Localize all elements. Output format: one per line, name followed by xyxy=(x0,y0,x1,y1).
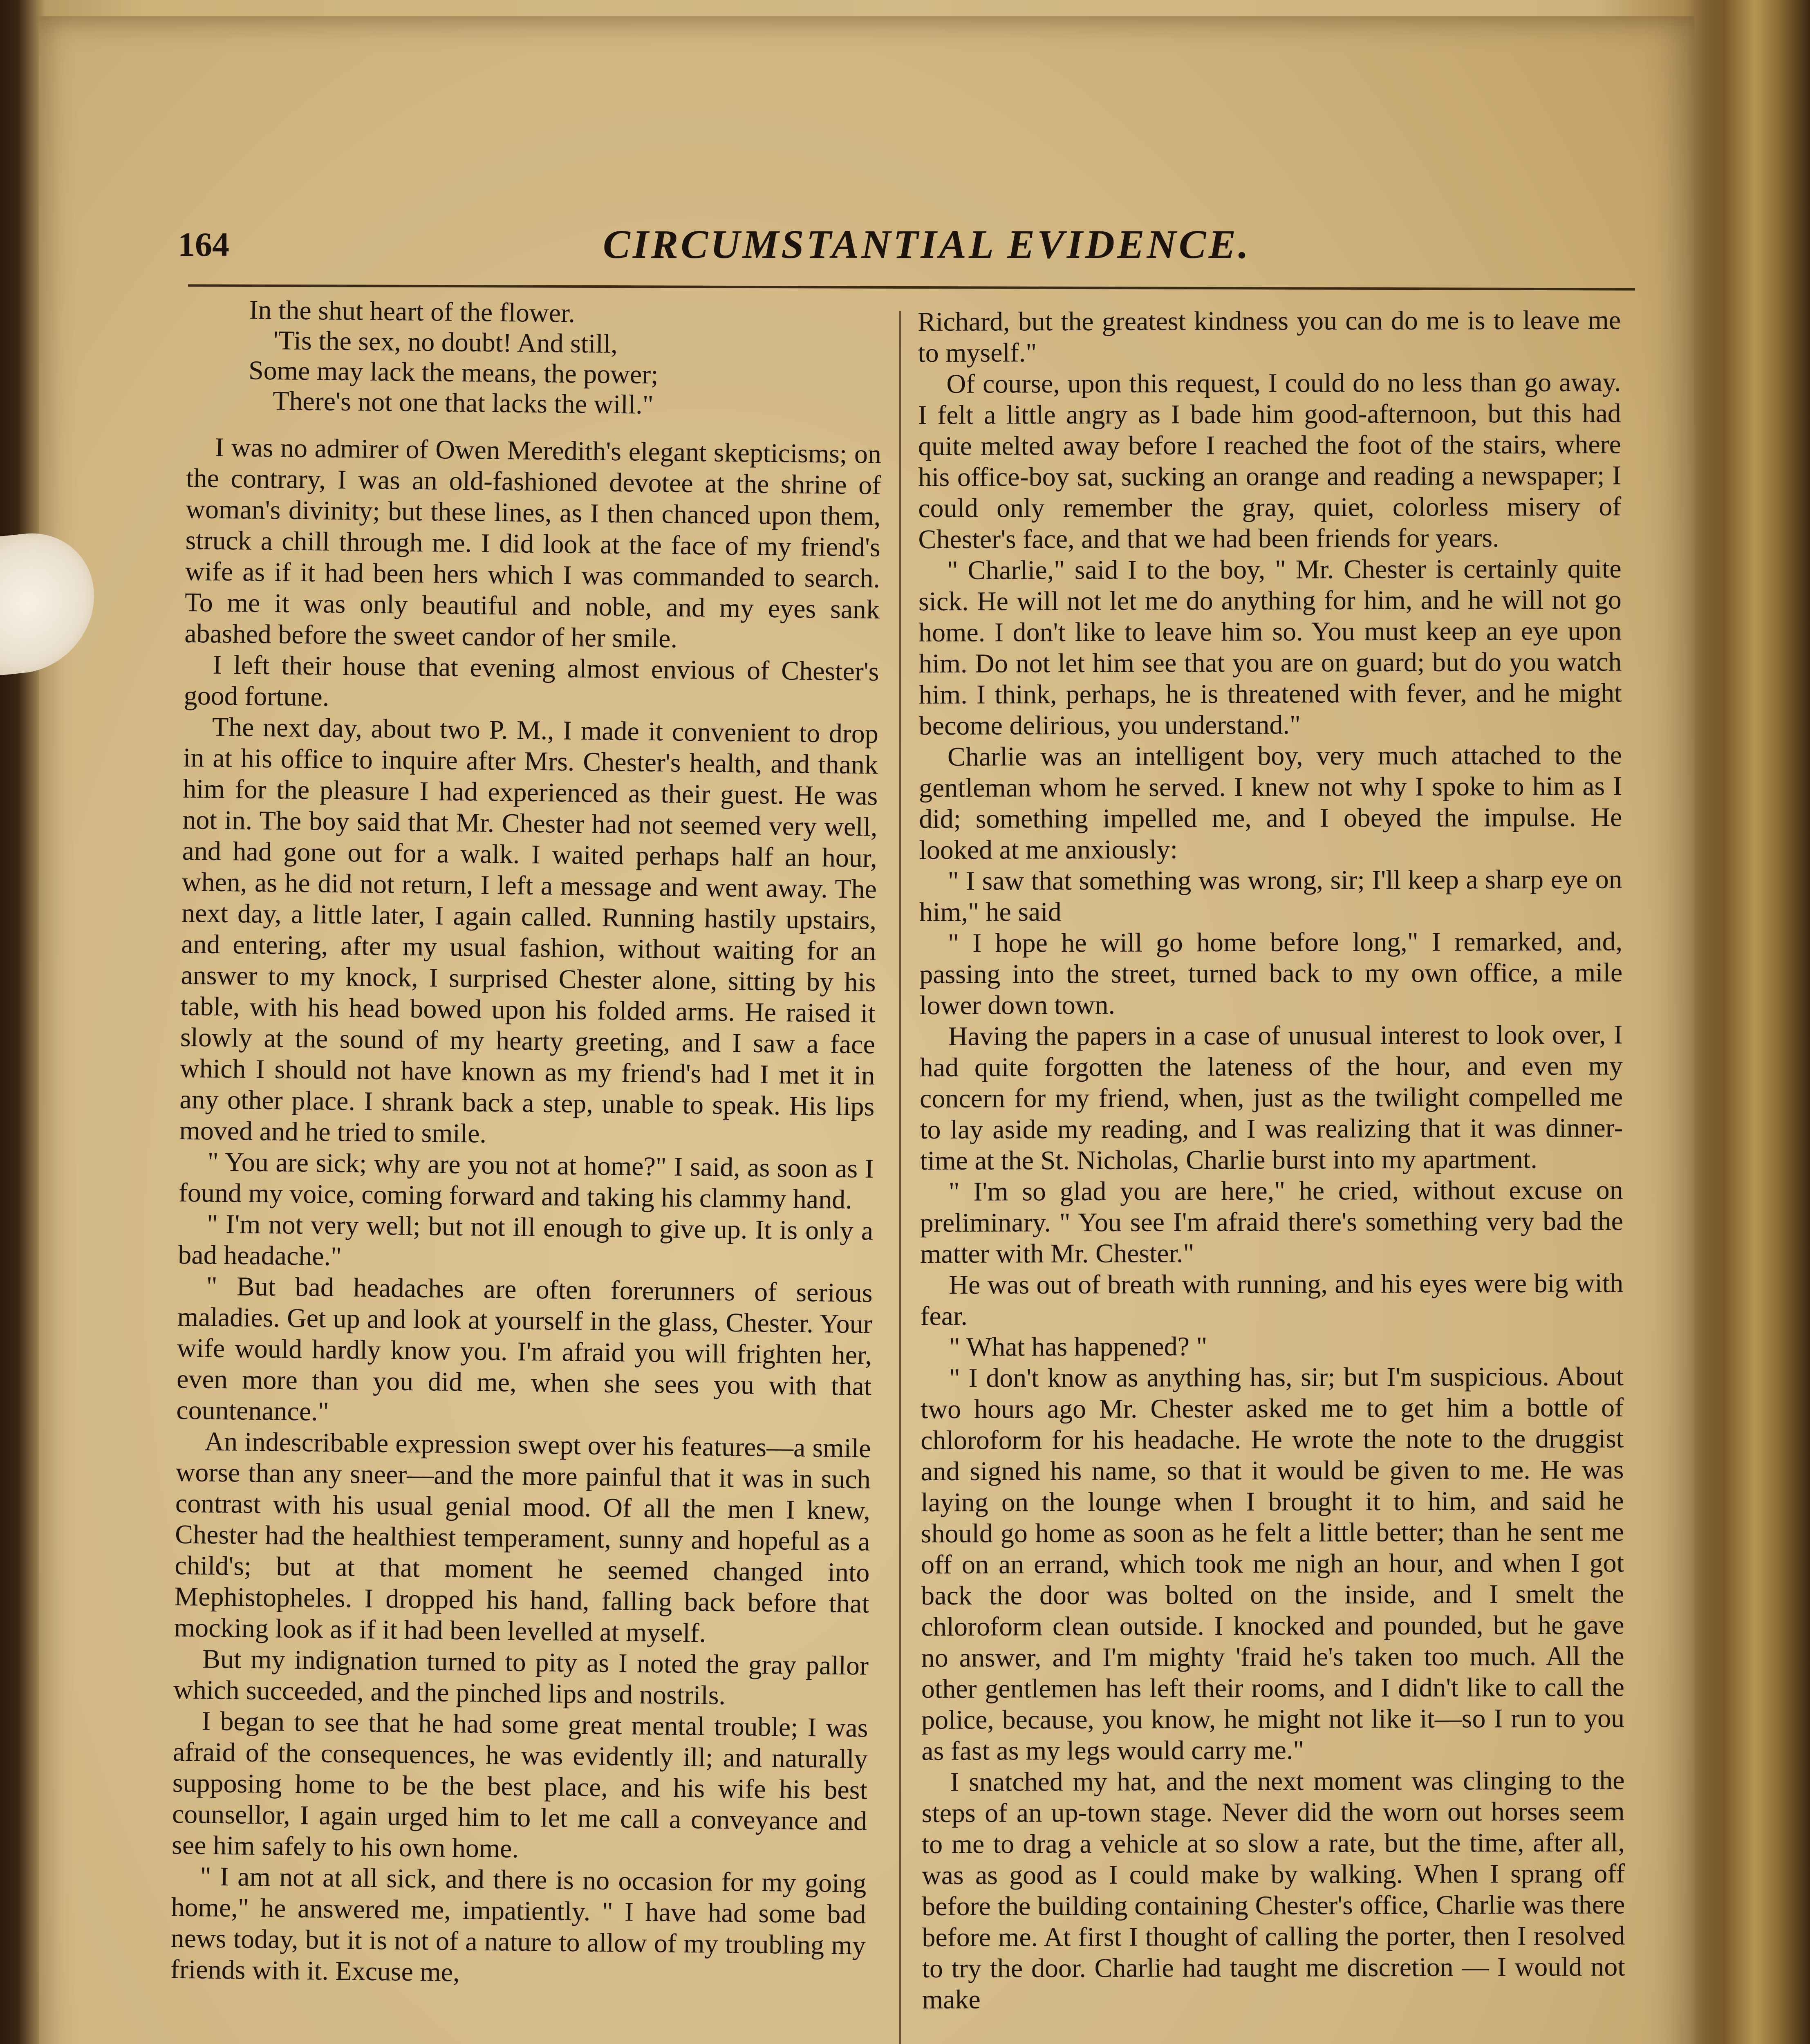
paragraph: The next day, about two P. M., I made it convenient to drop in at his office to inquire after Mrs. Chester's health, and thank him for the pleasure I had experienced as their guest. He was not in. The boy said that Mr. Chester had not seemed very well, and had gone out for a walk. I waited perhaps half an hour, when, as he did not return, I left a message and went away. The next day, a little later, I again called. Running hastily upstairs, and entering, after my usual fashion, without waiting for an answer to my knock, I surprised Chester alone, sitting by his table, with his head bowed upon his folded arms. He raised it slowly at the sound of my hearty greeting, and I saw a face which I should not have known as my friend's had I met it in any other place. I shrank back a step, unable to speak. His lips moved and he tried to smile. xyxy=(179,712,879,1149)
paragraph: " I am not at all sick, and there is no occasion for my going home," he answered me, impatiently. " I have had some bad news today, but it is not of a nature to allow of my troubling my friends with it. Excuse me, xyxy=(170,1861,867,1988)
page-number: 164 xyxy=(178,226,229,264)
paragraph: I snatched my hat, and the next moment was clinging to the steps of an up-town stage. Never did the worn out horses seem to me to drag a vehicle at so slow a rate, but the time, after all, was as good as I could make by walking. When I sprang off before the building containing Chester's office, Charlie was there before me. At first I thought of calling the porter, then I resolved to try the door. Charlie had taught me discretion — I would not make xyxy=(921,1765,1625,2015)
paragraph: " What has happened? " xyxy=(949,1331,1207,1362)
paragraph: " You are sick; why are you not at home?" I said, as soon as I found my voice, coming forward and taking his clammy hand. xyxy=(178,1147,874,1215)
paragraph: Richard, but the greatest kindness you can do me is to leave me to myself." xyxy=(918,305,1621,368)
column-divider xyxy=(899,311,901,2044)
verse-line: 'Tis the sex, no doubt! And still, xyxy=(273,325,618,359)
paragraph: " I'm not very well; but not ill enough to give up. It is only a bad headache." xyxy=(178,1209,874,1272)
verse-line: There's not one that lacks the will." xyxy=(272,386,654,420)
running-title: CIRCUMSTANTIAL EVIDENCE. xyxy=(603,222,1251,267)
paragraph: An indescribable expression swept over his features—a smile worse than any sneer—and the more painful that it was in such contrast with his usual genial mood. Of all the men I knew, Chester had the healthiest temperament, sunny and hopeful as a child's; but at that moment he seemed changed into Mephistopheles. I dropped his hand, falling back before that mocking look as if it had been levelled at myself. xyxy=(174,1426,871,1648)
paragraph: Charlie was an intelligent boy, very much attached to the gentleman whom he served. I knew not why I spoke to him as I did; something impelled me, and I obeyed the impulse. He looked at me anxiously: xyxy=(918,740,1622,865)
running-head xyxy=(178,221,1633,278)
paragraph: But my indignation turned to pity as I noted the gray pallor which succeeded, and the pinched lips and nostrils. xyxy=(173,1644,869,1710)
paragraph: I left their house that evening almost envious of Chester's good fortune. xyxy=(184,650,879,712)
paragraph: Having the papers in a case of unusual interest to look over, I had quite forgotten the lateness of the hour, and even my concern for my friend, when, just as the twilight compelled me to lay aside my reading, and I was realizing that it was dinner-time at the St. Nicholas, Charlie burst into my apartment. xyxy=(919,1020,1623,1176)
right-column xyxy=(918,305,1627,2044)
paragraph: " But bad headaches are often forerunners of serious maladies. Get up and look at yourself in the glass, Chester. Your wife would hardly know you. I'm afraid you will frighten her, even more than you did me, when she sees you with that countenance." xyxy=(176,1271,873,1427)
paragraph: " I hope he will go home before long," I remarked, and, passing into the street, turned back to my own office, a mile lower down town. xyxy=(919,926,1623,1020)
left-column xyxy=(162,294,883,2044)
paragraph: " I saw that something was wrong, sir; I'll keep a sharp eye on him," he said xyxy=(919,864,1622,927)
paragraph: I was no admirer of Owen Meredith's elegant skepticisms; on the contrary, I was an old-fashioned devotee at the shrine of woman's divinity; but these lines, as I then chanced upon them, struck a chill through me. I did look at the face of my friend's wife as if it had been hers which I was commanded to search. To me it was only beautiful and noble, and my eyes sank abashed before the sweet candor of her smile. xyxy=(184,432,882,654)
book-edge xyxy=(1687,0,1810,2044)
paragraph: " I'm so glad you are here," he cried, without excuse on preliminary. " You see I'm afraid there's something very bad the matter with Mr. Chester." xyxy=(920,1175,1623,1269)
paragraph: Of course, upon this request, I could do no less than go away. I felt a little angry as I bade him good-afternoon, but this had quite melted away before I reached the foot of the stairs, where his office-boy sat, sucking an orange and reading a newspaper; I could only remember the gray, quiet, colorless misery of Chester's face, and that we had been friends for years. xyxy=(918,367,1622,554)
paragraph: He was out of breath with running, and his eyes were big with fear. xyxy=(920,1268,1624,1331)
verse-line: In the shut heart of the flower. xyxy=(249,295,576,328)
paragraph: " Charlie," said I to the boy, " Mr. Chester is certainly quite sick. He will not let me do anything for him, and he will not go home. I don't like to leave him so. You must keep an eye upon him. Do not let him see that you are on guard; but do you watch him. I think, perhaps, he is threatened with fever, and he might become delirious, you understand." xyxy=(918,554,1622,741)
paragraph: " I don't know as anything has, sir; but I'm suspicious. About two hours ago Mr. Chester asked me to get him a bottle of chloroform for his headache. He wrote the note to the druggist and signed his name, so that it would be given to me. He was laying on the lounge when I brought it to him, and said he should go home as soon as he felt a little better; than he sent me off on an errand, which took me nigh an hour, and when I got back the door was bolted on the inside, and I smelt the chloroform clean outside. I knocked and pounded, but he gave no answer, and I'm mighty 'fraid he's taken too much. All the other gentlemen has left their rooms, and I didn't like to call the police, because, you know, he might not like it—so I run to you as fast as my legs would carry me." xyxy=(920,1361,1625,1766)
verse-quote xyxy=(187,294,883,423)
verse-line: Some may lack the means, the power; xyxy=(248,355,659,390)
paragraph: I began to see that he had some great mental trouble; I was afraid of the consequences, he was evidently ill; and naturally supposing home to be the best place, and his wife his best counsellor, I again urged him to let me call a conveyance and see him safely to his own home. xyxy=(171,1706,868,1864)
